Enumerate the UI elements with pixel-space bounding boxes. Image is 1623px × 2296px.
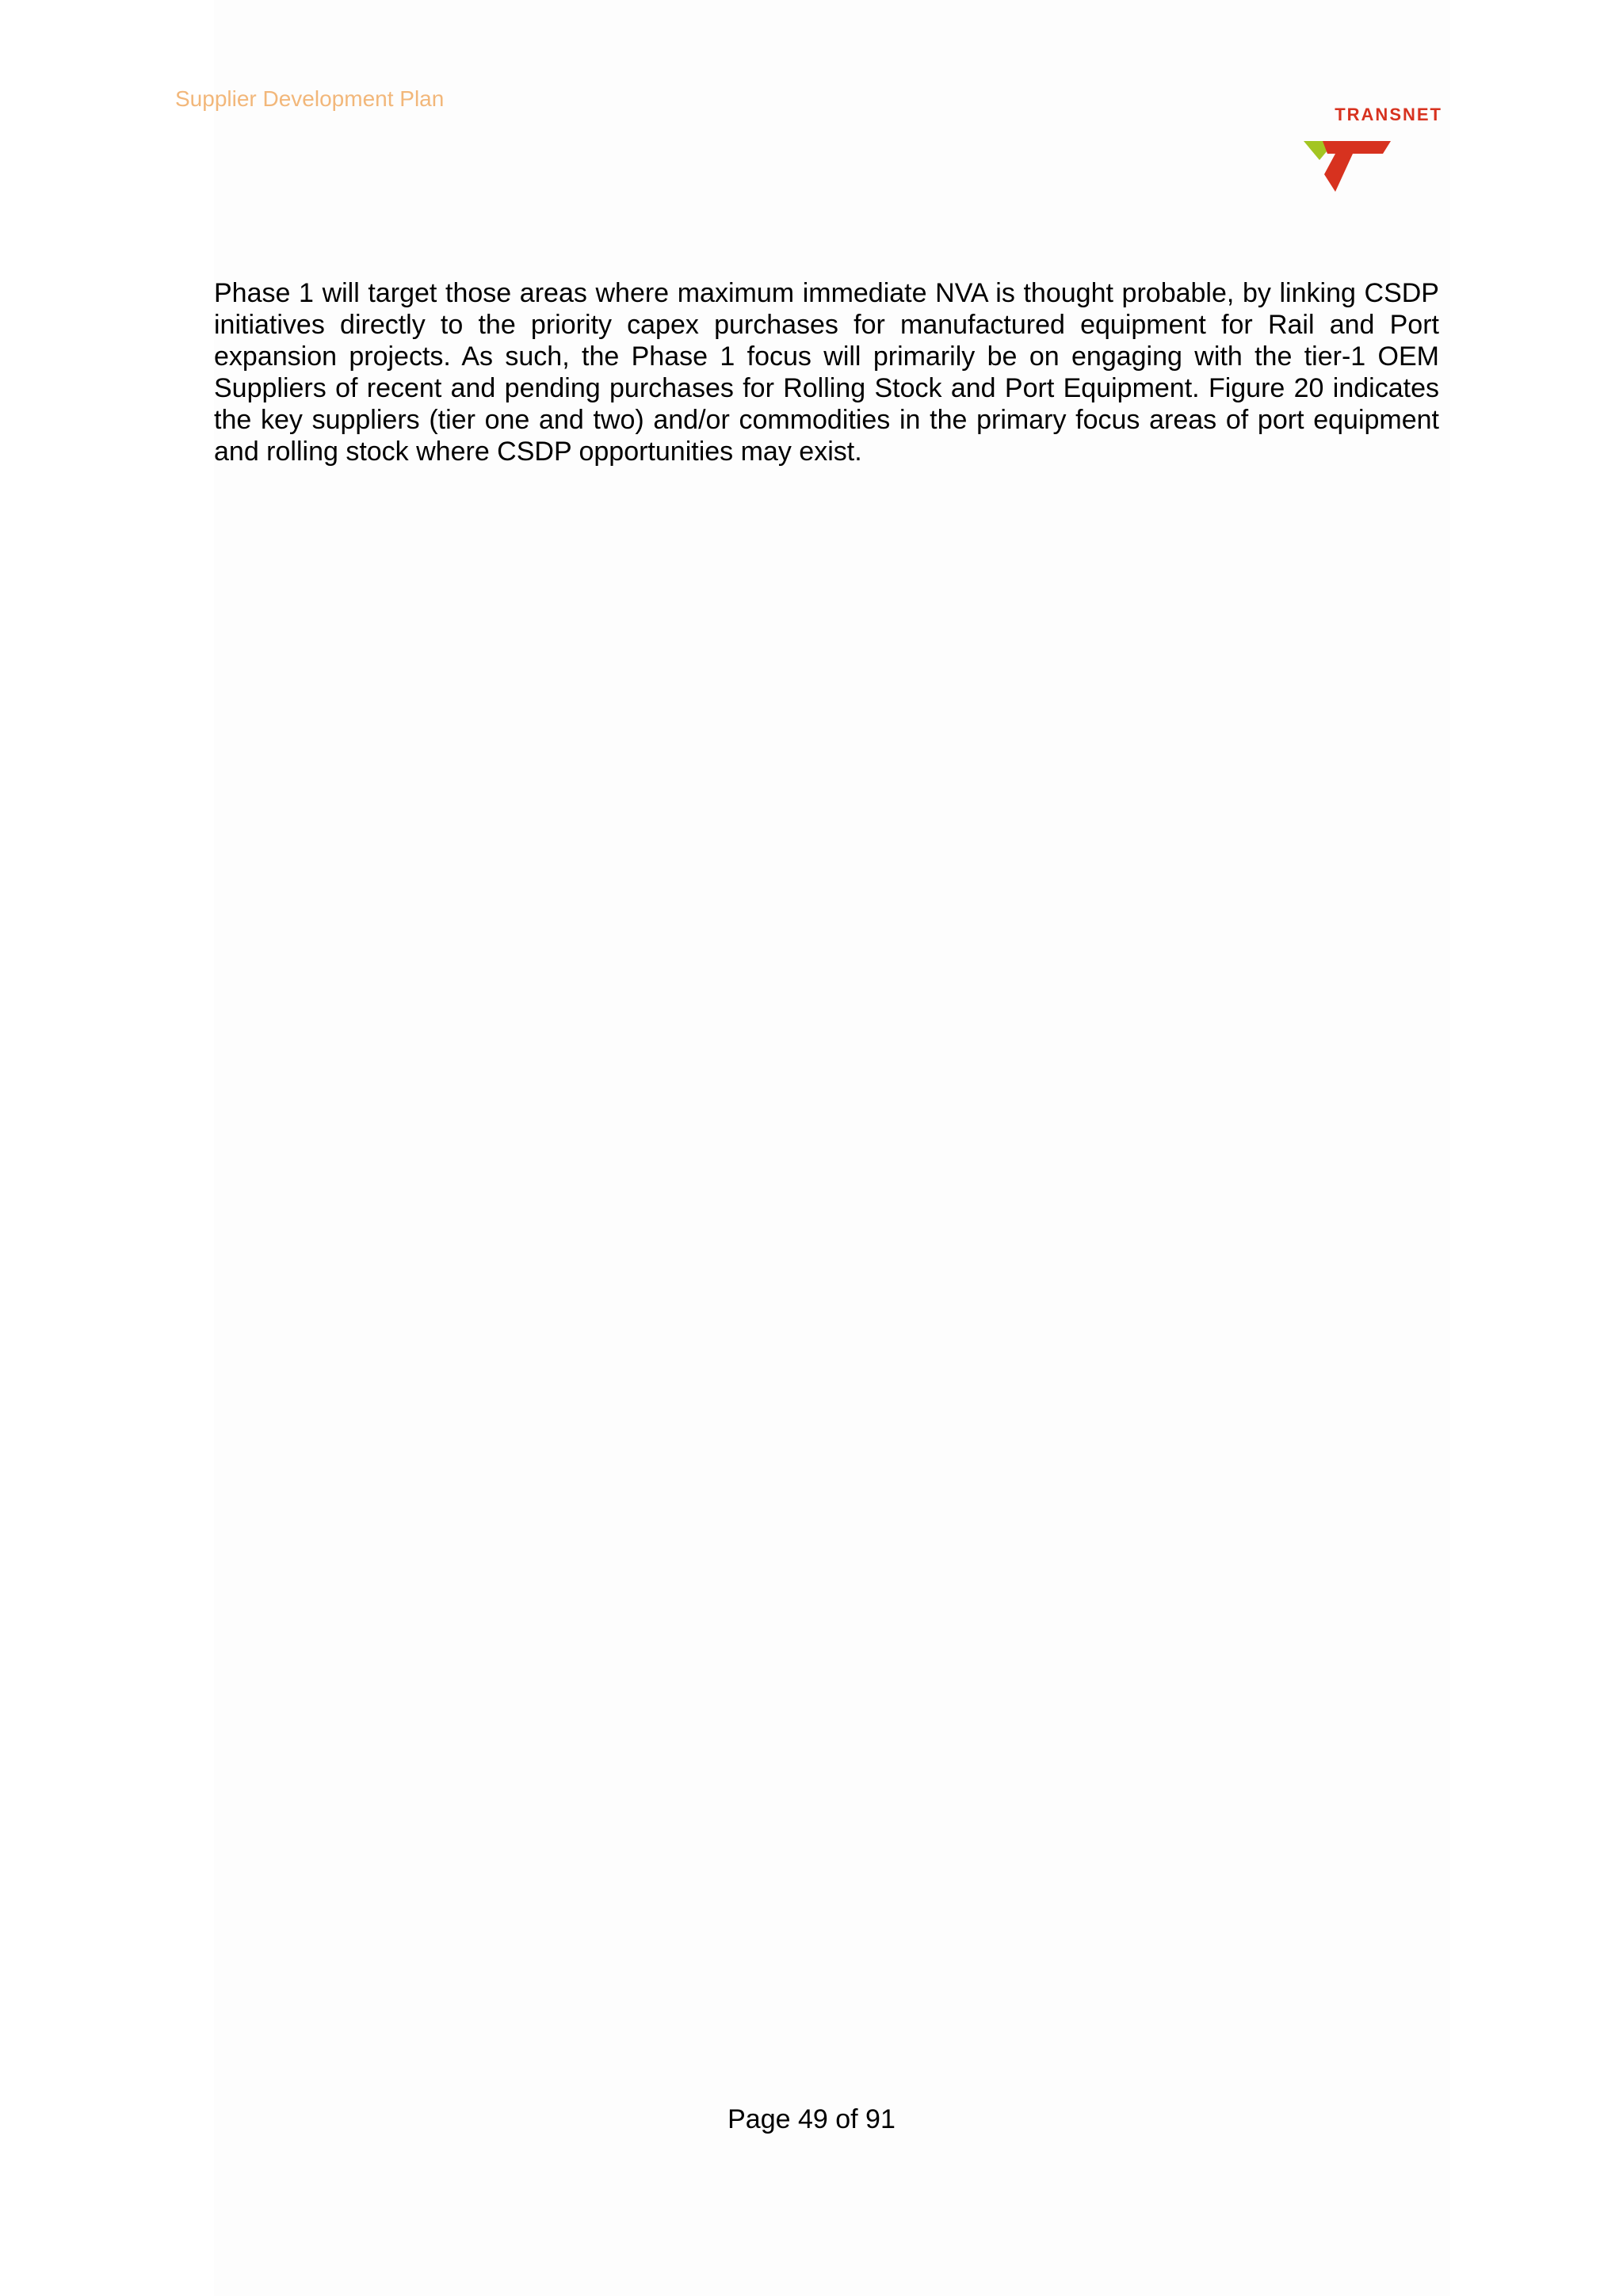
transnet-logo (1304, 103, 1442, 206)
header-title: Supplier Development Plan (175, 86, 445, 111)
logo-mark-icon (1304, 135, 1399, 198)
logo-red-shape (1323, 141, 1391, 192)
body-paragraph: Phase 1 will target those areas where maximum immediate NVA is thought probable, by linking CSDP initiatives directly to the priority capex purchases for manufactured equipment for Rail and Port expansion projects. As such, the Phase 1 focus will primarily be on engaging with the tier-1 OEM Suppliers of recent and pending purchases for Rolling Stock and Port Equipment. Figure 20 indicates the key suppliers (tier one and two) and/or commodities in the primary focus areas of port equipment and rolling stock where CSDP opportunities may exist. (214, 278, 1439, 467)
page-number: Page 49 of 91 (727, 2104, 896, 2134)
logo-wordmark: TRANSNET (1335, 105, 1442, 124)
